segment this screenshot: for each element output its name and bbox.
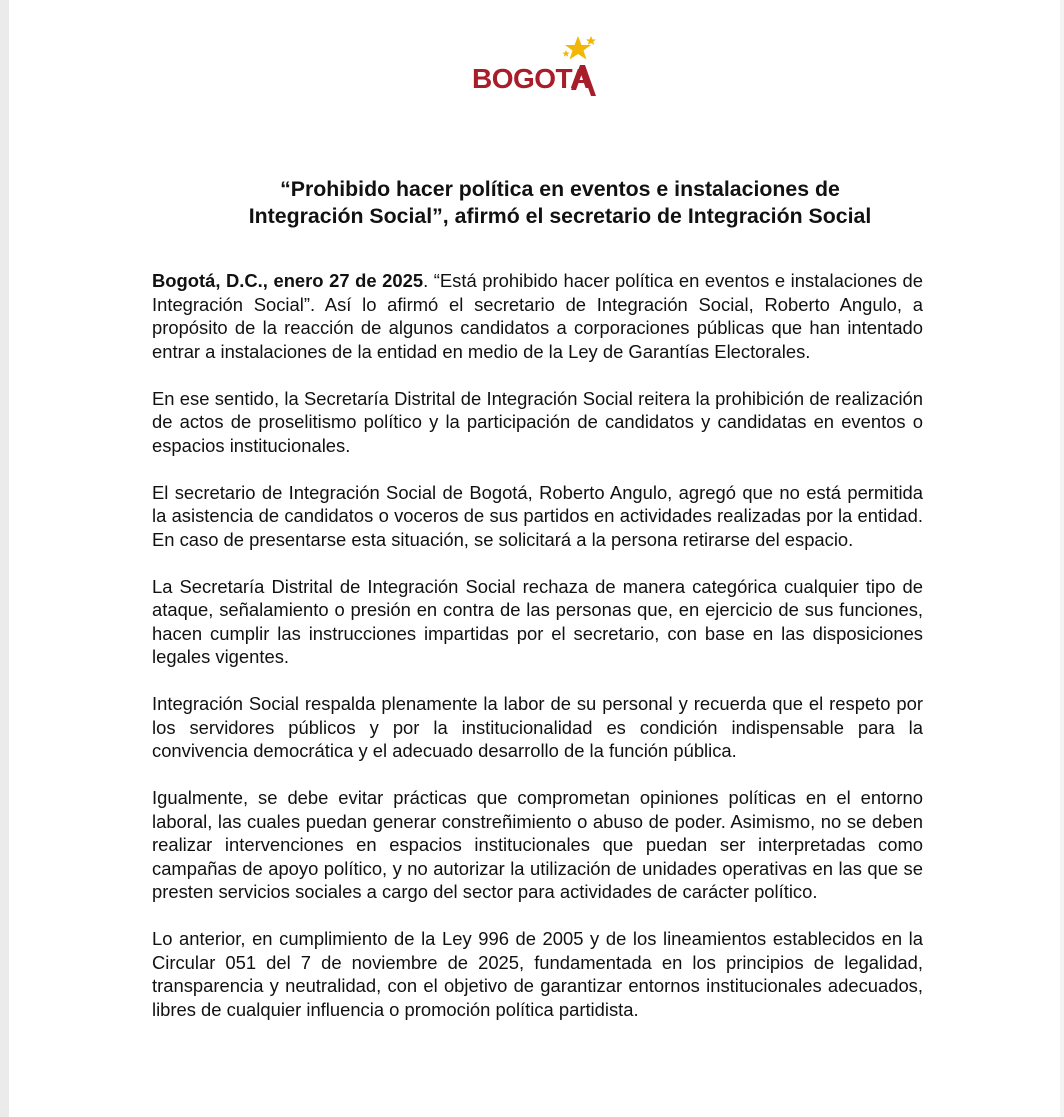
paragraph-2: En ese sentido, la Secretaría Distrital de Integración Social reitera la prohibición de realización de actos de proselitismo político y la participación de candidatos y candidatas en eventos o espacios institucionales.: [152, 387, 923, 456]
page-title: [150, 176, 970, 230]
paragraph-3: El secretario de Integración Social de Bogotá, Roberto Angulo, agregó que no está permitida la asistencia de candidatos o voceros de sus partidos en actividades realizadas por la entidad. En caso de presentarse esta situación, se solicitará a la persona retirarse del espacio.: [152, 481, 923, 550]
bogota-logo: [468, 32, 600, 102]
paragraph-6: Igualmente, se debe evitar prácticas que comprometan opiniones políticas en el entorno laboral, las cuales puedan generar constreñimiento o abuso de poder. Asimismo, no se deben realizar intervenciones en espacios institucionales que puedan ser interpretadas como campañas de apoyo político, y no autorizar la utilización de unidades operativas en las que se presten servicios sociales a cargo del sector para actividades de carácter político.: [152, 787, 923, 902]
logo-wordmark: BOGOTA: [472, 63, 590, 94]
page-left-edge: [0, 0, 9, 1117]
paragraph-1: [152, 269, 923, 363]
paragraph-5: Integración Social respalda plenamente la labor de su personal y recuerda que el respeto por los servidores públicos y por la institucionalidad es condición indispensable para la convivencia democrática y el adecuado desarrollo de la función pública.: [152, 693, 923, 761]
title-line-1: “Prohibido hacer política en eventos e instalaciones de: [280, 177, 840, 201]
paragraph-7: Lo anterior, en cumplimiento de la Ley 996 de 2005 y de los lineamientos establecidos en la Circular 051 del 7 de noviembre de 2025, fundamentada en los principios de legalidad, transparencia y neutralidad, con el objetivo de garantizar entornos institucionales adecuados, libres de cualquier influencia o promoción política partidista.: [152, 928, 923, 1020]
title-line-2: Integración Social”, afirmó el secretario de Integración Social: [248, 204, 872, 228]
paragraph-1-text: . “Está prohibido hacer política en eventos e instalaciones de Integración Social”. Así lo afirmó el secretario de Integración Social, Roberto Angulo, a propósito de la reacción de algunos candidatos a corporaciones públicas que han intentado entrar a instalaciones de la entidad en medio de la Ley de Garantías Electorales.: [152, 270, 923, 362]
paragraph-4: La Secretaría Distrital de Integración Social rechaza de manera categórica cualquier tipo de ataque, señalamiento o presión en contra de las personas que, en ejercicio de sus funciones, hacen cumplir las instrucciones impartidas por el secretario, con base en las disposiciones legales vigentes.: [152, 575, 923, 667]
dateline: Bogotá, D.C., enero 27 de 2025: [152, 270, 424, 291]
page-right-edge: [1060, 0, 1064, 1117]
article-body: [152, 269, 923, 1045]
